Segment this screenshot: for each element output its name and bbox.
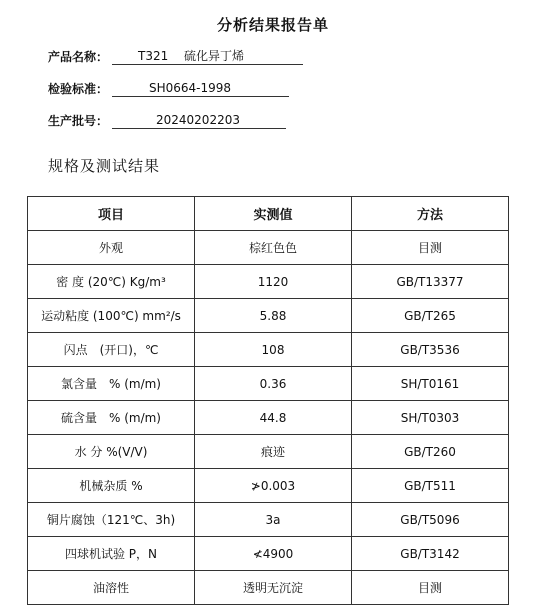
cell-item: 铜片腐蚀（121℃、3h) — [28, 503, 195, 537]
header-measured-value: 实测值 — [195, 197, 352, 231]
cell-item: 外观 — [28, 231, 195, 265]
results-table — [27, 196, 509, 605]
table-header-row — [28, 197, 509, 231]
cell-value: ≮4900 — [195, 537, 352, 571]
table-row — [28, 571, 509, 605]
cell-value: 108 — [195, 333, 352, 367]
table-row — [28, 367, 509, 401]
product-name-value: T321 硫化异丁烯 — [112, 47, 303, 65]
cell-value: 44.8 — [195, 401, 352, 435]
cell-value: 透明无沉淀 — [195, 571, 352, 605]
report-title: 分析结果报告单 — [216, 16, 329, 34]
cell-item: 密 度 (20℃) Kg/m³ — [28, 265, 195, 299]
table-row — [28, 333, 509, 367]
cell-method: SH/T0303 — [352, 401, 509, 435]
table-row — [28, 537, 509, 571]
cell-item: 四球机试验 P，N — [28, 537, 195, 571]
table-row — [28, 265, 509, 299]
cell-method: 目测 — [352, 231, 509, 265]
cell-item: 水 分 %(V/V) — [28, 435, 195, 469]
cell-method: GB/T13377 — [352, 265, 509, 299]
table-row — [28, 435, 509, 469]
cell-value: 5.88 — [195, 299, 352, 333]
cell-method: GB/T260 — [352, 435, 509, 469]
cell-method: GB/T5096 — [352, 503, 509, 537]
cell-method: GB/T511 — [352, 469, 509, 503]
table-row — [28, 231, 509, 265]
cell-item: 闪点 (开口)，℃ — [28, 333, 195, 367]
cell-value: 棕红色色 — [195, 231, 352, 265]
cell-method: GB/T265 — [352, 299, 509, 333]
cell-item: 硫含量 % (m/m) — [28, 401, 195, 435]
table-row — [28, 401, 509, 435]
header-item: 项目 — [28, 197, 195, 231]
batch-number-label: 生产批号： — [48, 114, 109, 128]
cell-value: ≯0.003 — [195, 469, 352, 503]
standard-value: SH0664-1998 — [112, 79, 289, 97]
header-method: 方法 — [352, 197, 509, 231]
cell-method: SH/T0161 — [352, 367, 509, 401]
table-row — [28, 469, 509, 503]
product-name-label: 产品名称： — [48, 50, 109, 64]
cell-value: 1120 — [195, 265, 352, 299]
batch-number-value: 20240202203 — [112, 111, 286, 129]
cell-item: 氯含量 % (m/m) — [28, 367, 195, 401]
cell-item: 机械杂质 % — [28, 469, 195, 503]
cell-method: 目测 — [352, 571, 509, 605]
cell-value: 痕迹 — [195, 435, 352, 469]
standard-label: 检验标准： — [48, 82, 109, 96]
cell-item: 油溶性 — [28, 571, 195, 605]
section-heading: 规格及测试结果 — [48, 157, 161, 175]
cell-item: 运动粘度 (100℃) mm²/s — [28, 299, 195, 333]
cell-method: GB/T3142 — [352, 537, 509, 571]
table-row — [28, 503, 509, 537]
cell-value: 0.36 — [195, 367, 352, 401]
cell-method: GB/T3536 — [352, 333, 509, 367]
cell-value: 3a — [195, 503, 352, 537]
table-row — [28, 299, 509, 333]
